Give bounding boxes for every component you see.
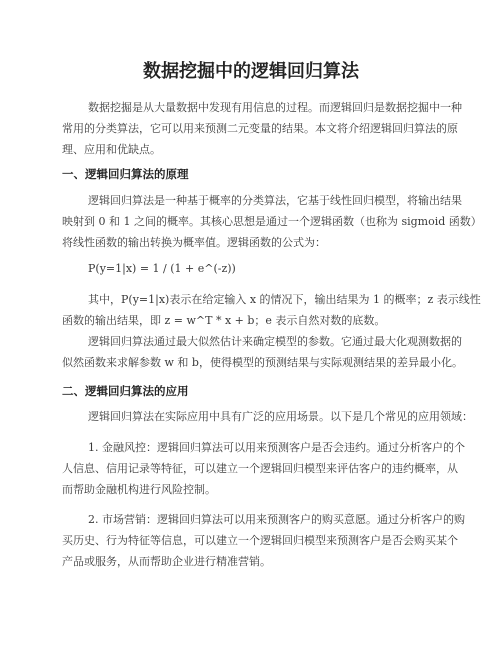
paragraph-line: 映射到 0 和 1 之间的概率。其核心思想是通过一个逻辑函数（也称为 sigmoid 函数） <box>62 215 482 228</box>
section-heading-application: 二、逻辑回归算法的应用 <box>62 384 189 398</box>
paragraph-line: 理、应用和优缺点。 <box>62 143 161 156</box>
paragraph-line: 常用的分类算法，它可以用来预测二元变量的结果。本文将介绍逻辑回归算法的原 <box>62 122 458 135</box>
paragraph-line: 而帮助金融机构进行风险控制。 <box>62 483 216 496</box>
intro-paragraph <box>62 97 462 160</box>
section-heading-principle: 一、逻辑回归算法的原理 <box>62 167 189 181</box>
formula-paragraph <box>62 258 454 279</box>
paragraph-line: 逻辑回归算法是一种基于概率的分类算法，它基于线性回归模型，将输出结果 <box>88 194 462 207</box>
paragraph-line: 2. 市场营销：逻辑回归算法可以用来预测客户的购买意愿。通过分析客户的购 <box>88 513 465 526</box>
paragraph-line: 函数的输出结果，即 z = w^T * x + b；e 表示自然对数的底数。 <box>62 314 386 327</box>
document-title: 数据挖掘中的逻辑回归算法 <box>143 61 359 82</box>
application-item-finance <box>62 437 465 500</box>
principle-paragraph-2 <box>62 289 481 331</box>
paragraph-line: 其中，P(y=1|x)表示在给定输入 x 的情况下，输出结果为 1 的概率；z 表示线性 <box>88 293 481 306</box>
principle-paragraph-1 <box>62 190 482 253</box>
paragraph-line: 1. 金融风控：逻辑回归算法可以用来预测客户是否会违约。通过分析客户的个 <box>88 441 465 454</box>
application-paragraph <box>62 406 473 427</box>
principle-paragraph-3 <box>62 331 463 373</box>
paragraph-line: 产品或服务，从而帮助企业进行精准营销。 <box>62 555 271 568</box>
application-item-marketing <box>62 509 465 572</box>
paragraph-line: 买历史、行为特征等信息，可以建立一个逻辑回归模型来预测客户是否会购买某个 <box>62 534 458 547</box>
logistic-formula: P(y=1|x) = 1 / (1 + e^(-z)) <box>88 262 236 275</box>
paragraph-line: 逻辑回归算法通过最大似然估计来确定模型的参数。它通过最大化观测数据的 <box>88 335 462 348</box>
paragraph-line: 将线性函数的输出转换为概率值。逻辑函数的公式为： <box>62 236 326 249</box>
paragraph-line: 逻辑回归算法在实际应用中具有广泛的应用场景。以下是几个常见的应用领域： <box>88 410 473 423</box>
paragraph-line: 似然函数来求解参数 w 和 b，使得模型的预测结果与实际观测结果的差异最小化。 <box>62 356 463 369</box>
paragraph-line: 数据挖掘是从大量数据中发现有用信息的过程。而逻辑回归是数据挖掘中一种 <box>88 101 462 114</box>
paragraph-line: 人信息、信用记录等特征，可以建立一个逻辑回归模型来评估客户的违约概率，从 <box>62 462 458 475</box>
